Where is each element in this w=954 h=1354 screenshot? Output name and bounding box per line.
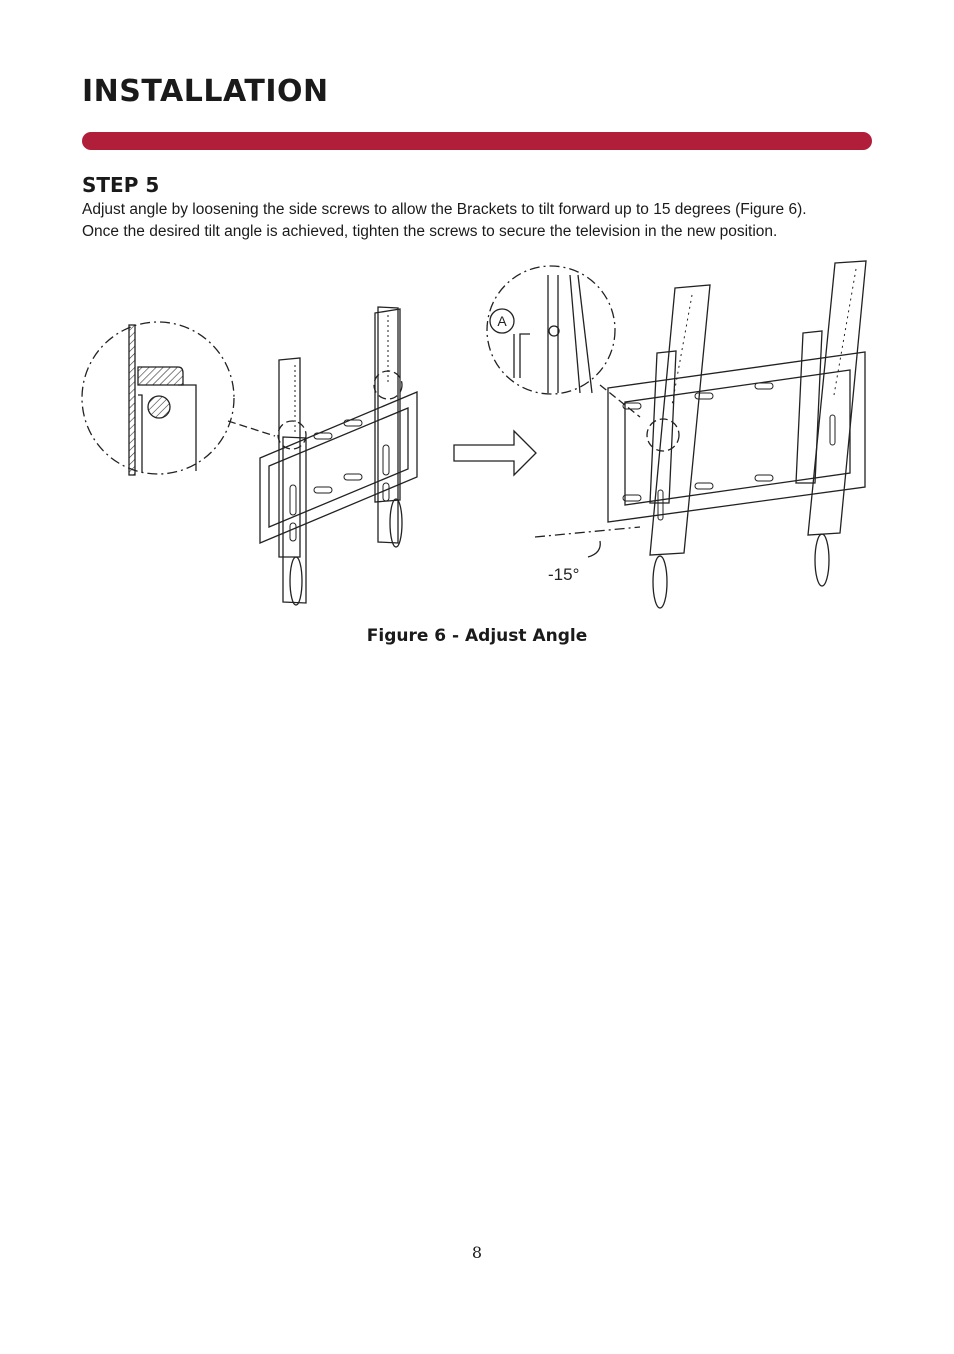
step-instruction-line-1: Adjust angle by loosening the side screws to allow the Brackets to tilt forward up to 15 degrees (Figure 6). xyxy=(82,201,807,218)
figure-6-illustration xyxy=(70,255,890,615)
detail-circle-left xyxy=(82,322,275,475)
step-heading: STEP 5 xyxy=(82,173,160,197)
step-instruction-line-2: Once the desired tilt angle is achieved, tighten the screws to secure the television in the new position. xyxy=(82,223,778,240)
wall-mount-tilted xyxy=(535,261,866,608)
angle-label: -15° xyxy=(548,565,580,584)
section-divider-bar xyxy=(82,132,872,150)
wall-mount-upright xyxy=(260,307,417,605)
detail-circle-right xyxy=(487,266,640,417)
arrow-icon xyxy=(454,431,536,475)
page-number: 8 xyxy=(471,1243,483,1262)
page-title: INSTALLATION xyxy=(82,74,329,109)
callout-label-a: A xyxy=(497,313,507,329)
figure-caption: Figure 6 - Adjust Angle xyxy=(366,626,588,646)
step-instructions xyxy=(82,199,882,243)
